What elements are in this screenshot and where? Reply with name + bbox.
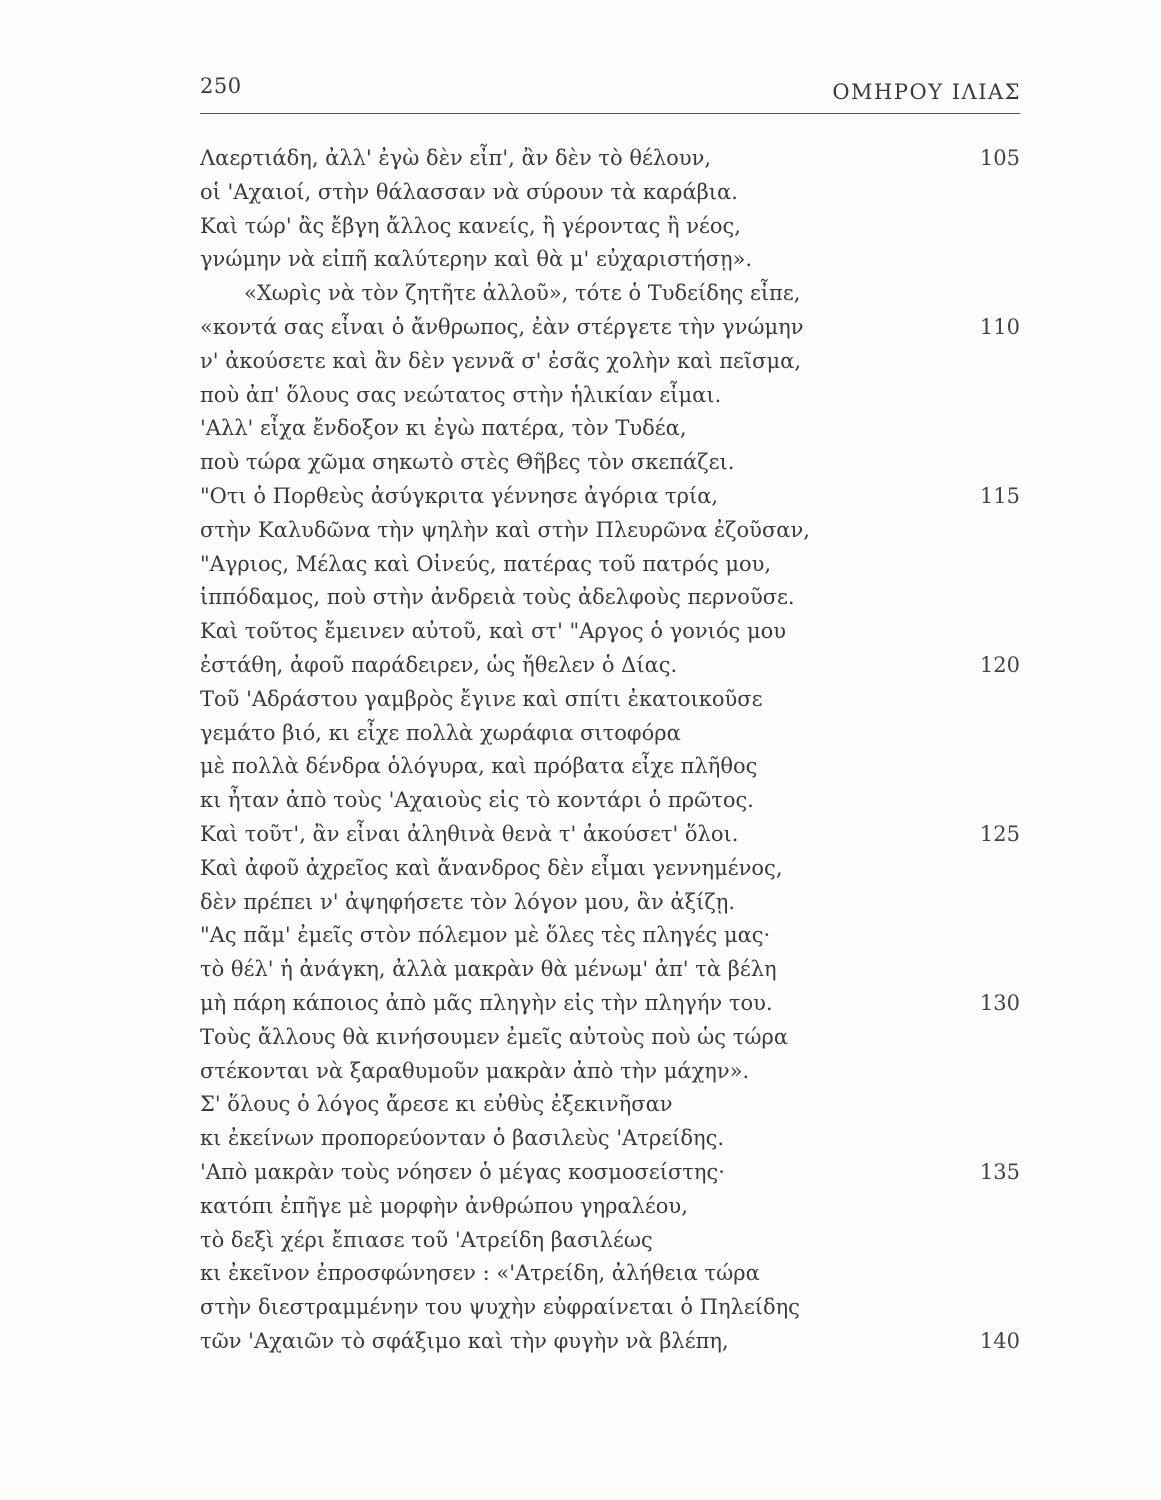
verse-line: [200, 412, 1030, 446]
verse-text: κι ἐκεῖνον ἐπροσφώνησεν : «'Ατρείδη, ἀλήθεια τώρα: [200, 1261, 760, 1286]
verse-line: [200, 683, 1030, 717]
verse-text: Καὶ τοῦτος ἔμεινεν αὐτοῦ, καὶ στ' "Αργος ὁ γονιός μου: [200, 619, 787, 644]
verse-text: στέκονται νὰ ξαραθυμοῦν μακρὰν ἀπὸ τὴν μάχην».: [200, 1058, 750, 1083]
verse-text: «Χωρὶς νὰ τὸν ζητῆτε ἀλλοῦ», τότε ὁ Τυδείδης εἶπε,: [244, 281, 801, 306]
verse-text: ν' ἀκούσετε καὶ ἂν δὲν γεννᾶ σ' ἐσᾶς χολὴν καὶ πεῖσμα,: [200, 348, 802, 373]
verse-text: κι ἐκείνων προπορεύονταν ὁ βασιλεὺς 'Ατρείδης.: [200, 1126, 725, 1151]
verse-line: [200, 446, 1030, 480]
verse-text: 'Απὸ μακρὰν τοὺς νόησεν ὁ μέγας κοσμοσείστης·: [200, 1159, 725, 1184]
verse-text: "Αγριος, Μέλας καὶ Οἰνεύς, πατέρας τοῦ πατρός μου,: [200, 551, 772, 576]
verse-block: [200, 142, 1030, 1359]
verse-line: [200, 548, 1030, 582]
verse-text: ἱππόδαμος, ποὺ στὴν ἀνδρειὰ τοὺς ἀδελφοὺς περνοῦσε.: [200, 585, 795, 610]
line-number: 110: [979, 314, 1020, 339]
verse-line: [200, 1055, 1030, 1089]
line-number: 120: [979, 652, 1020, 677]
verse-line: [200, 514, 1030, 548]
verse-text: κατόπι ἐπῆγε μὲ μορφὴν ἀνθρώπου γηραλέου,: [200, 1193, 688, 1218]
verse-text: Λαερτιάδη, ἀλλ' ἐγὼ δὲν εἶπ', ἂν δὲν τὸ θέλουν,: [200, 146, 712, 170]
verse-text: ποὺ τώρα χῶμα σηκωτὸ στὲς Θῆβες τὸν σκεπάζει.: [200, 450, 735, 475]
verse-line: [200, 717, 1030, 751]
verse-text: μὲ πολλὰ δένδρα ὁλόγυρα, καὶ πρόβατα εἶχε πλῆθος: [200, 754, 758, 779]
verse-text: Καὶ ἀφοῦ ἀχρεῖος καὶ ἄνανδρος δὲν εἶμαι γεννημένος,: [200, 855, 783, 880]
verse-line: [200, 818, 1030, 852]
verse-line: [200, 176, 1030, 210]
verse-text: στὴν Καλυδῶνα τὴν ψηλὴν καὶ στὴν Πλευρῶνα ἐζοῦσαν,: [200, 517, 810, 542]
verse-line: [200, 210, 1030, 244]
verse-line: [200, 277, 1030, 311]
verse-text: οἱ 'Αχαιοί, στὴν θάλασσαν νὰ σύρουν τὰ καράβια.: [200, 179, 738, 204]
verse-text: κι ἦταν ἀπὸ τοὺς 'Αχαιοὺς εἰς τὸ κοντάρι ὁ πρῶτος.: [200, 788, 754, 813]
verse-line: [200, 615, 1030, 649]
verse-line: [200, 581, 1030, 615]
verse-line: [200, 311, 1030, 345]
verse-text: "Ας πᾶμ' ἐμεῖς στὸν πόλεμον μὲ ὅλες τὲς πληγές μας·: [200, 923, 771, 948]
verse-text: Σ' ὅλους ὁ λόγος ἄρεσε κι εὐθὺς ἐξεκινῆσαν: [200, 1092, 673, 1117]
verse-line: [200, 1088, 1030, 1122]
verse-line: [200, 852, 1030, 886]
verse-text: δὲν πρέπει ν' ἀψηφήσετε τὸν λόγον μου, ἂν ἀξίζῃ.: [200, 889, 736, 914]
verse-line: [200, 919, 1030, 953]
verse-line: [200, 750, 1030, 784]
verse-line: [200, 1224, 1030, 1258]
verse-text: Καὶ τοῦτ', ἂν εἶναι ἀληθινὰ θενὰ τ' ἀκούσετ' ὅλοι.: [200, 821, 739, 846]
verse-line: [200, 649, 1030, 683]
page-number: 250: [200, 74, 242, 98]
verse-line: [200, 1291, 1030, 1325]
verse-line: [200, 345, 1030, 379]
verse-text: τῶν 'Αχαιῶν τὸ σφάξιμο καὶ τὴν φυγὴν νὰ βλέπη,: [200, 1328, 729, 1353]
verse-line: [200, 784, 1030, 818]
verse-text: ἐστάθη, ἀφοῦ παράδειρεν, ὡς ἤθελεν ὁ Δίας.: [200, 652, 678, 677]
verse-text: ποὺ ἀπ' ὅλους σας νεώτατος στὴν ἡλικίαν εἶμαι.: [200, 382, 722, 407]
line-number: 115: [979, 483, 1020, 508]
header-rule: [200, 113, 1020, 114]
line-number: 135: [979, 1159, 1020, 1184]
verse-text: Καὶ τώρ' ἂς ἔβγη ἄλλος κανείς, ἢ γέροντας ἢ νέος,: [200, 213, 741, 238]
verse-line: [200, 953, 1030, 987]
verse-line: [200, 1257, 1030, 1291]
verse-text: στὴν διεστραμμένην του ψυχὴν εὐφραίνεται ὁ Πηλείδης: [200, 1295, 800, 1320]
line-number: 140: [979, 1328, 1020, 1353]
verse-line: [200, 142, 1030, 176]
verse-text: Τοὺς ἄλλους θὰ κινήσουμεν ἐμεῖς αὐτοὺς ποὺ ὡς τώρα: [200, 1024, 789, 1049]
verse-text: τὸ δεξὶ χέρι ἔπιασε τοῦ 'Ατρείδη βασιλέως: [200, 1227, 653, 1252]
line-number: 125: [979, 821, 1020, 846]
verse-line: [200, 1021, 1030, 1055]
verse-text: «κοντά σας εἶναι ὁ ἄνθρωπος, ἐὰν στέργετε τὴν γνώμην: [200, 314, 804, 339]
running-title: ΟΜΗΡΟΥ ΙΛΙΑΣ: [832, 80, 1021, 104]
line-number: 105: [979, 146, 1020, 170]
verse-line: [200, 379, 1030, 413]
verse-text: γεμάτο βιό, κι εἶχε πολλὰ χωράφια σιτοφόρα: [200, 720, 681, 745]
verse-line: [200, 1156, 1030, 1190]
verse-text: τὸ θέλ' ἡ ἀνάγκη, ἀλλὰ μακρὰν θὰ μένωμ' ἀπ' τὰ βέλη: [200, 957, 777, 982]
verse-line: [200, 480, 1030, 514]
verse-line: [200, 886, 1030, 920]
verse-text: γνώμην νὰ εἰπῆ καλύτερην καὶ θὰ μ' εὐχαριστήσῃ».: [200, 247, 753, 272]
verse-line: [200, 1325, 1030, 1359]
line-number: 130: [979, 990, 1020, 1015]
verse-text: "Οτι ὁ Πορθεὺς ἀσύγκριτα γέννησε ἀγόρια τρία,: [200, 483, 719, 508]
verse-line: [200, 1122, 1030, 1156]
verse-line: [200, 243, 1030, 277]
verse-text: 'Αλλ' εἶχα ἔνδοξον κι ἐγὼ πατέρα, τὸν Τυδέα,: [200, 416, 687, 441]
verse-line: [200, 987, 1030, 1021]
verse-line: [200, 1190, 1030, 1224]
verse-text: μὴ πάρη κάποιος ἀπὸ μᾶς πληγὴν εἰς τὴν πληγήν του.: [200, 990, 773, 1015]
verse-text: Τοῦ 'Αδράστου γαμβρὸς ἔγινε καὶ σπίτι ἐκατοικοῦσε: [200, 686, 763, 711]
